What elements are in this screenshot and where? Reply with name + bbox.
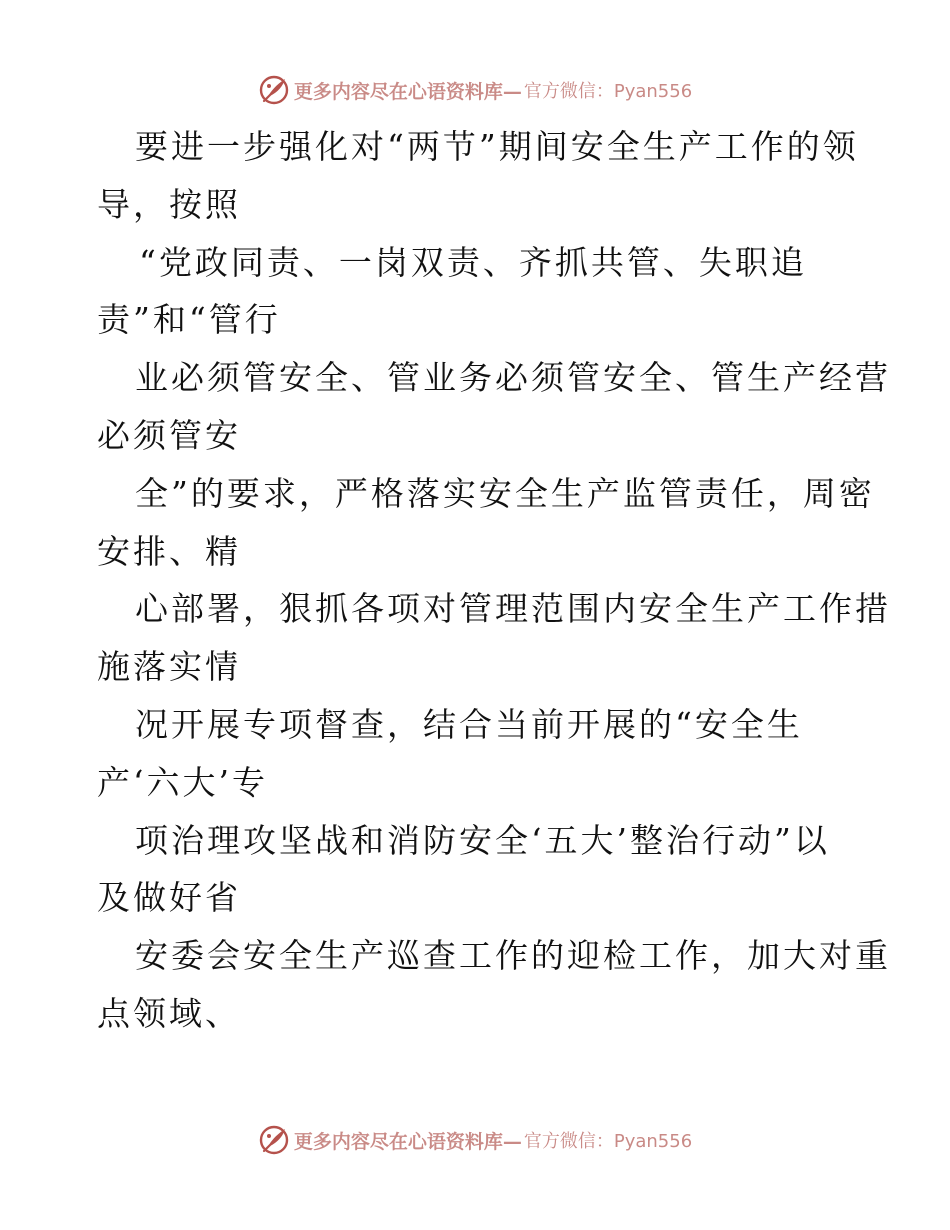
quill-pen-logo-icon [258, 1124, 290, 1156]
body-line-7: 全”的要求，严格落实安全生产监管责任，周密 [135, 473, 875, 513]
footer-banner [0, 1120, 950, 1160]
body-line-9: 心部署，狠抓各项对管理范围内安全生产工作措 [135, 589, 891, 629]
body-line-12: 产‘六大’专 [97, 762, 268, 802]
header-wechat-text: 官方微信：Pyan556 [523, 81, 693, 102]
header-banner-text: 更多内容尽在心语资料库— [293, 80, 522, 103]
body-line-16: 点领域、 [97, 993, 241, 1033]
document-body [97, 118, 891, 1043]
body-line-4: 责”和“管行 [97, 300, 281, 340]
body-line-1: 要进一步强化对“两节”期间安全生产工作的领 [135, 127, 859, 166]
body-line-10: 施落实情 [97, 647, 241, 687]
footer-banner-text: 更多内容尽在心语资料库— [293, 1130, 522, 1153]
body-line-14: 及做好省 [97, 878, 241, 918]
body-line-5: 业必须管安全、管业务必须管安全、管生产经营 [135, 358, 891, 398]
body-line-13: 项治理攻坚战和消防安全‘五大’整治行动”以 [135, 820, 830, 860]
body-line-15: 安委会安全生产巡查工作的迎检工作，加大对重 [135, 936, 891, 976]
body-line-8: 安排、精 [97, 531, 241, 571]
header-banner [0, 70, 950, 110]
footer-wechat-text: 官方微信：Pyan556 [523, 1131, 693, 1152]
body-line-6: 必须管安 [97, 415, 241, 455]
body-line-3: “党政同责、一岗双责、齐抓共管、失职追 [139, 242, 807, 282]
body-line-2: 导，按照 [97, 184, 241, 224]
body-line-11: 况开展专项督查，结合当前开展的“安全生 [135, 704, 803, 744]
quill-pen-logo-icon [258, 74, 290, 106]
